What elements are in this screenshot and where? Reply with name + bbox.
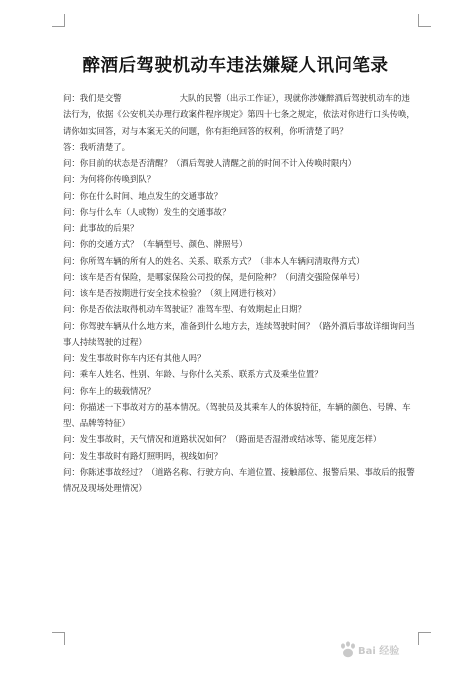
document-line: 问：乘车人姓名、性别、年龄、与你什么关系、联系方式及乘坐位置？ [63,369,323,380]
document-line: 问：你在什么时间、地点发生的交通事故？ [63,190,223,201]
document-line: 问：你与什么车（人或物）发生的交通事故？ [63,206,231,217]
intro-paragraph [63,90,417,139]
watermark-text: Bai 经验 [358,646,400,657]
paw-logo-icon [338,640,358,660]
crop-mark-top-left [52,14,65,27]
crop-mark-bottom-left [52,632,65,645]
baidu-jingyan-watermark [338,636,458,666]
document-line: 问：你的交通方式？（车辆型号、颜色、牌照号） [63,239,248,250]
document-title: 醉酒后驾驶机动车违法嫌疑人讯问笔录 [82,56,389,76]
document-line: 问：发生事故时有路灯照明吗，视线如何？ [63,450,223,461]
document-line: 问：你驾驶车辆从什么地方来，准备到什么地方去，连续驾驶时间？（路外酒后事故详细询问当事人持续驾驶的过程） [63,320,415,347]
crop-mark-top-right [418,14,431,27]
document-line: 问：发生事故时，天气情况和道路状况如何？（路面是否湿滑或结冰等、能见度怎样） [63,434,382,445]
intro-text-start: 问：我们是交警 [63,93,122,103]
document-line: 问：该车是否按期进行安全技术检验？（须上网进行核对） [63,288,281,298]
document-line: 问：你车上的载载情况？ [63,385,156,396]
document-line: 问：你目前的状态是否清醒？（酒后驾驶人清醒之前的时间不计入传唤时限内） [63,158,357,168]
document-line: 问：此事故的后果？ [63,223,139,233]
document-body [63,90,417,496]
document-line: 问：你是否依法取得机动车驾驶证？准驾车型、有效期起止日期？ [63,304,306,315]
document-line: 问：你所驾车辆的所有人的姓名、关系、联系方式？（非本人车辆问清取得方式） [63,255,365,266]
document-line: 问：你陈述事故经过？（道路名称、行驶方向、车道位置、接触部位、报警后果、事故后的报警情况及现场处理情况） [63,466,415,493]
document-line: 问：你描述一下事故对方的基本情况。（驾驶员及其乘车人的体貌特征，车辆的颜色、号牌、车型、品牌等特征） [63,401,411,428]
document-line: 问：为何将你传唤到队？ [63,174,156,185]
document-line: 答：我听清楚了。 [63,141,130,152]
document-line: 问：该车是否有保险，是哪家保险公司投的保，是何险种？（问清交强险保单号） [63,271,365,282]
intro-text-end: 大队的民警（出示工作证），现就你涉嫌醉酒后驾驶机动车的违法行为，依据《公安机关办理行政案件程序规定》第四十七条之规定，依法对你进行口头传唤，请你如实回答，对与本案无关的问题，你有拒绝回答的权利，你听清楚了吗？ [63,93,415,136]
document-line: 问：发生事故时你车内还有其他人吗？ [63,353,206,363]
